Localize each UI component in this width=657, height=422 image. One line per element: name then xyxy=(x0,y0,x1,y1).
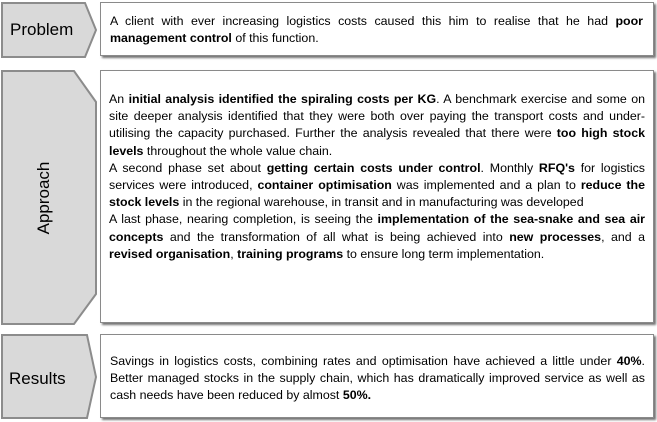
emphasis-text: too high stock levels xyxy=(109,126,645,158)
approach-label: Approach xyxy=(34,161,53,235)
body-text: A last phase, nearing completion, is seeing the xyxy=(109,212,378,227)
problem-section xyxy=(0,0,657,60)
body-text: . Better managed stocks in the supply chain, which has dramatically improved service as well as cash needs have been reduced by almost xyxy=(110,354,645,403)
problem-label: Problem xyxy=(10,20,74,39)
results-section xyxy=(0,332,657,422)
body-text: . Monthly xyxy=(480,160,539,175)
approach-paragraph xyxy=(109,160,645,212)
body-text: . A benchmark exercise and some on site deeper analysis identified that they were both over paying the transport costs and under-utilising the capacity purchased. Further the analysis revealed that there were xyxy=(109,92,645,141)
emphasis-text: container optimisation xyxy=(257,178,392,193)
emphasis-text: RFQ's xyxy=(538,160,575,175)
emphasis-text: 40% xyxy=(616,354,642,368)
body-text: for logistics services were introduced, xyxy=(109,160,646,193)
problem-paragraph xyxy=(110,13,643,47)
problem-text-box xyxy=(100,2,654,56)
problem-tab xyxy=(1,0,99,60)
body-text: and the transformation of all what is being achieved into xyxy=(163,229,510,244)
approach-text-box xyxy=(100,70,654,323)
results-text-box xyxy=(100,334,654,418)
body-text: An xyxy=(109,92,129,106)
body-text: A client with ever increasing logistics costs caused this him to realise that he had xyxy=(110,14,616,28)
body-text: was implemented and a plan to xyxy=(391,178,581,193)
emphasis-text: getting certain costs under control xyxy=(266,160,481,175)
body-text: to ensure long term implementation. xyxy=(343,246,545,261)
emphasis-text: poor management control xyxy=(110,14,643,46)
emphasis-text: training programs xyxy=(237,246,344,261)
emphasis-text: reduce the stock levels xyxy=(109,178,645,210)
approach-paragraph xyxy=(109,211,645,263)
body-text: , and a xyxy=(601,229,645,244)
problem-content xyxy=(110,13,643,47)
body-text: throughout the whole value chain. xyxy=(143,143,333,158)
emphasis-text: revised organisation xyxy=(109,246,231,261)
approach-tab xyxy=(1,68,99,328)
approach-section xyxy=(0,68,657,328)
emphasis-text: new processes xyxy=(509,229,602,244)
body-text: A second phase set about xyxy=(109,160,267,175)
approach-paragraph xyxy=(109,91,645,160)
body-text: of this function. xyxy=(231,31,319,46)
approach-content xyxy=(109,91,645,263)
body-text: Savings in logistics costs, combining rates and optimisation have achieved a little under xyxy=(110,354,617,368)
body-text: , xyxy=(230,246,238,261)
results-paragraph xyxy=(110,353,645,405)
emphasis-text: initial analysis identified the spiraling costs per KG xyxy=(128,92,437,106)
body-text: in the regional warehouse, in transit and in manufacturing was developed xyxy=(179,195,584,210)
results-content xyxy=(110,353,645,405)
emphasis-text: implementation of the sea-snake and sea air concepts xyxy=(109,212,645,244)
results-tab xyxy=(1,332,99,422)
results-label: Results xyxy=(9,369,66,388)
emphasis-text: 50%. xyxy=(342,388,372,403)
